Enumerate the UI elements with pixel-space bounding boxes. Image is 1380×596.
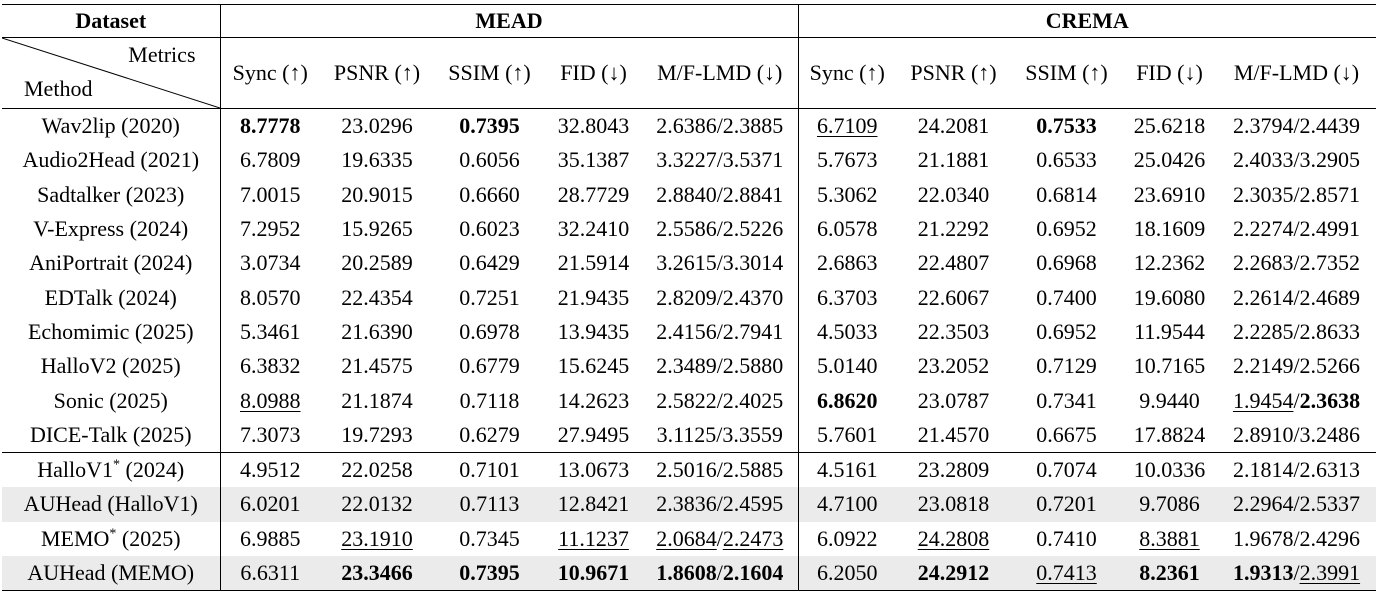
metric-cell: 5.0140 <box>817 353 878 379</box>
metric-cell: 6.7809 <box>240 147 301 173</box>
method-name: AUHead (MEMO) <box>2 556 220 591</box>
crema-col-header: SSIM (↑) <box>1011 38 1122 109</box>
metric-cell: 18.1609 <box>1133 216 1206 242</box>
metric-cell: 6.3832 <box>240 353 301 379</box>
metric-cell: 0.7129 <box>1036 353 1097 379</box>
metric-cell: 0.7395 <box>459 113 520 139</box>
metric-cell: 2.2285/2.8633 <box>1232 318 1361 344</box>
metric-cell: 6.0578 <box>817 216 878 242</box>
metric-cell: 0.7101 <box>434 452 545 487</box>
method-name: Sonic (2025) <box>2 383 220 417</box>
metric-cell: 6.2050 <box>798 556 896 591</box>
metric-cell: 35.1387 <box>557 147 630 173</box>
metric-cell: 0.6952 <box>1036 318 1097 344</box>
metric-cell: 0.7118 <box>459 387 520 413</box>
metric-cell: 23.3466 <box>320 556 434 591</box>
metric-cell: 24.2808 <box>917 525 990 551</box>
method-name: Sadtalker (2023) <box>2 178 220 212</box>
metric-cell: 2.2964/2.5337 <box>1217 487 1376 521</box>
metric-cell: 21.2292 <box>917 216 990 242</box>
metric-cell: 22.4807 <box>917 250 990 276</box>
metric-cell: 23.0296 <box>341 113 413 139</box>
method-name: MEMO* (2025) <box>2 522 220 556</box>
results-table <box>2 4 1376 591</box>
method-name: AniPortrait (2024) <box>2 246 220 280</box>
metrics-label: Metrics <box>128 42 196 67</box>
metric-cell: 1.9454/2.3638 <box>1232 387 1361 413</box>
metric-cell: 22.0258 <box>320 452 434 487</box>
metric-cell: 6.7109 <box>817 113 878 139</box>
metric-cell: 19.6335 <box>341 147 413 173</box>
metric-cell: 19.6080 <box>1133 284 1206 310</box>
metric-cell: 2.5822/2.4025 <box>642 383 798 417</box>
metric-cell: 7.0015 <box>240 181 301 207</box>
metric-cell: 21.4575 <box>341 353 413 379</box>
metric-cell: 0.7533 <box>1036 113 1097 139</box>
method-name: Echomimic (2025) <box>2 315 220 349</box>
metric-cell: 2.1814/2.6313 <box>1217 452 1376 487</box>
metric-cell: 2.5016/2.5885 <box>642 452 798 487</box>
metric-cell: 9.9440 <box>1139 387 1200 413</box>
table-row <box>2 418 1376 453</box>
metric-cell: 13.9435 <box>557 318 630 344</box>
mead-col-header: PSNR (↑) <box>320 38 434 109</box>
metric-cell: 5.7673 <box>817 147 878 173</box>
metric-cell: 23.1910 <box>341 525 413 551</box>
table-row <box>2 178 1376 212</box>
metric-cell: 0.6675 <box>1036 421 1097 447</box>
metric-cell: 6.0201 <box>220 487 320 521</box>
metric-cell: 0.6056 <box>459 147 520 173</box>
metric-cell: 21.9435 <box>557 284 630 310</box>
metric-cell: 0.6279 <box>459 421 520 447</box>
metric-cell: 2.5586/2.5226 <box>642 212 798 246</box>
metric-cell: 5.3461 <box>240 318 301 344</box>
metric-cell: 8.0988 <box>240 387 301 413</box>
metric-cell: 2.8910/3.2486 <box>1232 421 1361 447</box>
metric-cell: 0.6814 <box>1036 181 1097 207</box>
metric-cell: 2.2274/2.4991 <box>1232 216 1361 242</box>
metric-cell: 21.4570 <box>917 421 990 447</box>
metric-cell: 7.2952 <box>240 216 301 242</box>
mead-col-header: FID (↓) <box>545 38 642 109</box>
metric-cell: 23.2809 <box>896 452 1011 487</box>
metric-cell: 3.0734 <box>240 250 301 276</box>
metric-cell: 11.1237 <box>558 525 629 551</box>
metric-cell: 22.0132 <box>320 487 434 521</box>
metric-cell: 2.2149/2.5266 <box>1232 353 1361 379</box>
metric-cell: 2.4033/3.2905 <box>1232 147 1361 173</box>
metric-cell: 10.9671 <box>545 556 642 591</box>
metric-cell: 2.3836/2.4595 <box>642 487 798 521</box>
metric-cell: 0.6779 <box>459 353 520 379</box>
table-row <box>2 280 1376 314</box>
metric-cell: 2.2683/2.7352 <box>1232 250 1361 276</box>
metric-cell: 3.3227/3.5371 <box>642 143 798 177</box>
table-row <box>2 452 1376 487</box>
metric-cell: 0.7113 <box>434 487 545 521</box>
metric-cell: 8.2361 <box>1122 556 1217 591</box>
metric-cell: 24.2081 <box>917 113 990 139</box>
metric-cell: 2.4156/2.7941 <box>642 315 798 349</box>
method-name: HalloV2 (2025) <box>2 349 220 383</box>
metric-cell: 7.3073 <box>240 421 301 447</box>
table-row <box>2 349 1376 383</box>
metric-cell: 0.7074 <box>1011 452 1122 487</box>
crema-col-header: FID (↓) <box>1122 38 1217 109</box>
method-name: V-Express (2024) <box>2 212 220 246</box>
method-name: EDTalk (2024) <box>2 280 220 314</box>
metric-cell: 0.6023 <box>459 216 520 242</box>
table-row <box>2 383 1376 417</box>
metric-cell: 23.0787 <box>917 387 990 413</box>
metric-cell: 0.6660 <box>459 181 520 207</box>
results-body <box>2 109 1376 591</box>
metric-cell: 5.7601 <box>817 421 878 447</box>
metric-cell: 0.7251 <box>459 284 520 310</box>
metric-cell: 4.5161 <box>798 452 896 487</box>
metric-cell: 6.6311 <box>220 556 320 591</box>
metric-cell: 8.7778 <box>240 113 301 139</box>
metric-cell: 22.0340 <box>917 181 990 207</box>
metric-cell: 0.6533 <box>1036 147 1097 173</box>
metric-cell: 12.2362 <box>1133 250 1206 276</box>
crema-group-header: CREMA <box>798 5 1376 38</box>
crema-col-header: M/F-LMD (↓) <box>1217 38 1376 109</box>
metric-cell: 9.7086 <box>1122 487 1217 521</box>
metric-cell: 0.6978 <box>459 318 520 344</box>
metric-cell: 0.6968 <box>1036 250 1097 276</box>
metric-cell: 0.7341 <box>1036 387 1097 413</box>
metric-cell: 0.6952 <box>1036 216 1097 242</box>
diagonal-header-cell <box>2 38 220 109</box>
metric-cell: 2.8840/2.8841 <box>642 178 798 212</box>
metric-cell: 4.7100 <box>798 487 896 521</box>
table-row <box>2 246 1376 280</box>
metric-cell: 2.3035/2.8571 <box>1232 181 1361 207</box>
metric-cell: 10.7165 <box>1133 353 1206 379</box>
metric-cell: 20.9015 <box>341 181 413 207</box>
table-row <box>2 143 1376 177</box>
metric-cell: 10.0336 <box>1122 452 1217 487</box>
metric-cell: 6.0922 <box>817 525 878 551</box>
mead-col-header: SSIM (↑) <box>434 38 545 109</box>
metric-cell: 2.3489/2.5880 <box>642 349 798 383</box>
metric-cell: 6.9885 <box>240 525 301 551</box>
metric-cell: 21.1881 <box>917 147 990 173</box>
metric-cell: 2.6386/2.3885 <box>642 109 798 144</box>
metric-cell: 15.6245 <box>557 353 630 379</box>
table-row <box>2 487 1376 521</box>
metric-cell: 27.9495 <box>557 421 630 447</box>
metric-cell: 23.2052 <box>917 353 990 379</box>
method-name: AUHead (HalloV1) <box>2 487 220 521</box>
metric-cell: 20.2589 <box>341 250 413 276</box>
method-name: HalloV1* (2024) <box>2 452 220 487</box>
metric-cell: 2.8209/2.4370 <box>642 280 798 314</box>
table-row <box>2 556 1376 591</box>
metric-cell: 8.3881 <box>1139 525 1200 551</box>
metric-cell: 22.4354 <box>341 284 413 310</box>
method-name: Wav2lip (2020) <box>2 109 220 144</box>
mead-col-header: M/F-LMD (↓) <box>642 38 798 109</box>
metric-cell: 21.1874 <box>341 387 413 413</box>
metric-cell: 14.2623 <box>557 387 630 413</box>
metric-cell: 19.7293 <box>341 421 413 447</box>
table-row <box>2 315 1376 349</box>
table-row <box>2 109 1376 144</box>
metric-cell: 6.8620 <box>817 387 878 413</box>
metric-cell: 12.8421 <box>545 487 642 521</box>
metric-cell: 4.5033 <box>817 318 878 344</box>
metric-cell: 24.2912 <box>896 556 1011 591</box>
crema-col-header: PSNR (↑) <box>896 38 1011 109</box>
metric-cell: 6.3703 <box>817 284 878 310</box>
metric-cell: 28.7729 <box>557 181 630 207</box>
metric-cell: 0.6429 <box>459 250 520 276</box>
metric-cell: 0.7395 <box>434 556 545 591</box>
metric-cell: 32.2410 <box>557 216 630 242</box>
metric-cell: 25.0426 <box>1133 147 1206 173</box>
mead-col-header: Sync (↑) <box>220 38 320 109</box>
metric-cell: 22.6067 <box>917 284 990 310</box>
table-row <box>2 212 1376 246</box>
metric-cell: 17.8824 <box>1133 421 1206 447</box>
metric-cell: 4.9512 <box>220 452 320 487</box>
crema-col-header: Sync (↑) <box>798 38 896 109</box>
metric-cell: 13.0673 <box>545 452 642 487</box>
metric-cell: 0.7400 <box>1036 284 1097 310</box>
metric-cell: 25.6218 <box>1133 113 1206 139</box>
metric-cell: 1.9678/2.4296 <box>1232 525 1361 551</box>
metric-cell: 2.6863 <box>817 250 878 276</box>
metric-cell: 3.1125/3.3559 <box>642 418 798 453</box>
metric-cell: 32.8043 <box>557 113 630 139</box>
dataset-header: Dataset <box>2 5 220 38</box>
metric-cell: 23.0818 <box>896 487 1011 521</box>
metric-cell: 0.7413 <box>1011 556 1122 591</box>
mead-group-header: MEAD <box>220 5 798 38</box>
metric-cell: 15.9265 <box>341 216 413 242</box>
table-row <box>2 522 1376 556</box>
metric-cell: 5.3062 <box>817 181 878 207</box>
metric-cell: 21.6390 <box>341 318 413 344</box>
metric-cell: 11.9544 <box>1134 318 1205 344</box>
metric-cell: 23.6910 <box>1133 181 1206 207</box>
metric-cell: 2.2614/2.4689 <box>1232 284 1361 310</box>
metric-cell: 0.7410 <box>1036 525 1097 551</box>
method-name: Audio2Head (2021) <box>2 143 220 177</box>
method-name: DICE-Talk (2025) <box>2 418 220 453</box>
metric-cell: 1.9313/2.3991 <box>1217 556 1376 591</box>
metric-cell: 8.0570 <box>240 284 301 310</box>
metric-cell: 3.2615/3.3014 <box>642 246 798 280</box>
metric-cell: 2.0684/2.2473 <box>642 522 798 556</box>
metric-cell: 0.7345 <box>459 525 520 551</box>
metric-cell: 2.3794/2.4439 <box>1232 113 1361 139</box>
metric-cell: 0.7201 <box>1011 487 1122 521</box>
metric-cell: 1.8608/2.1604 <box>642 556 798 591</box>
metric-cell: 21.5914 <box>557 250 630 276</box>
metric-cell: 22.3503 <box>917 318 990 344</box>
method-label: Method <box>24 76 93 101</box>
